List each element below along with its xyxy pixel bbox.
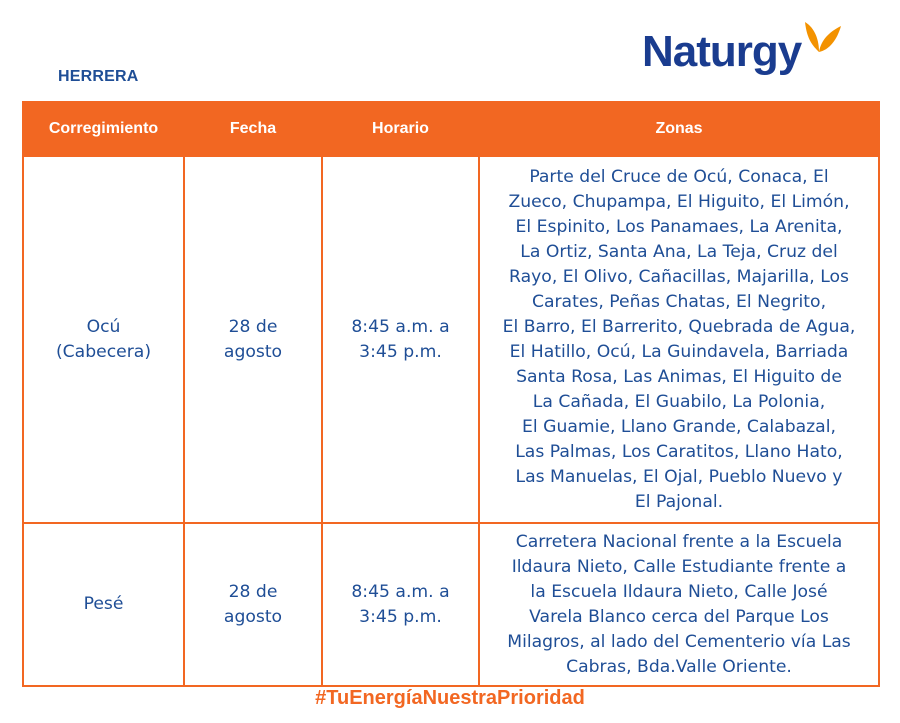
region-title: HERRERA [58, 68, 139, 85]
fecha-text: 28 de agosto [223, 316, 283, 362]
fecha-text: 28 de agosto [223, 581, 283, 627]
table-header-row [23, 102, 879, 156]
horario-text: 8:45 a.m. a 3:45 p.m. [351, 581, 450, 627]
corregimiento-text: Pesé [83, 594, 124, 614]
cell-fecha [184, 156, 322, 523]
cell-horario [322, 156, 479, 523]
cell-corregimiento [23, 156, 184, 523]
zonas-text: Carretera Nacional frente a la Escuela Ildaura Nieto, Calle Estudiante frente a la Escuela Ildaura Nieto, Calle José Varela Blanco cerca del Parque Los Milagros, al lado del Cementerio vía Las Cabras, Bda.Valle Oriente. [507, 531, 851, 677]
cell-zonas [479, 156, 879, 523]
corregimiento-text: Ocú (Cabecera) [55, 316, 152, 362]
horario-text: 8:45 a.m. a 3:45 p.m. [351, 316, 450, 362]
header-fecha: Fecha [184, 102, 322, 156]
cell-fecha [184, 523, 322, 686]
naturgy-logo [642, 18, 843, 84]
hashtag: #TuEnergíaNuestraPrioridad [315, 687, 585, 709]
table-row [23, 156, 879, 523]
header-horario: Horario [322, 102, 479, 156]
brand-name: Naturgy [642, 27, 802, 76]
table-row [23, 523, 879, 686]
header-zonas: Zonas [479, 102, 879, 156]
cell-zonas [479, 523, 879, 686]
schedule-table [22, 101, 880, 687]
zonas-text: Parte del Cruce de Ocú, Conaca, El Zueco, Chupampa, El Higuito, El Limón, El Espinito, Los Panamaes, La Arenita, La Ortiz, Santa Ana, La Teja, Cruz del Rayo, El Olivo, Cañacillas, Majarilla, Los Carates, Peñas Chatas, El Negrito, El Barro, El Barrerito, Quebrada de Agua, El Hatillo, Ocú, La Guindavela, Barriada Santa Rosa, Las Animas, El Higuito de La Cañada, El Guabilo, La Polonia, El Guamie, Llano Grande, Calabazal, Las Palmas, Los Caratitos, Llano Hato, Las Manuelas, El Ojal, Pueblo Nuevo y El Pajonal. [502, 166, 856, 512]
cell-corregimiento [23, 523, 184, 686]
cell-horario [322, 523, 479, 686]
butterfly-icon [799, 18, 843, 74]
header-corregimiento: Corregimiento [23, 102, 184, 156]
